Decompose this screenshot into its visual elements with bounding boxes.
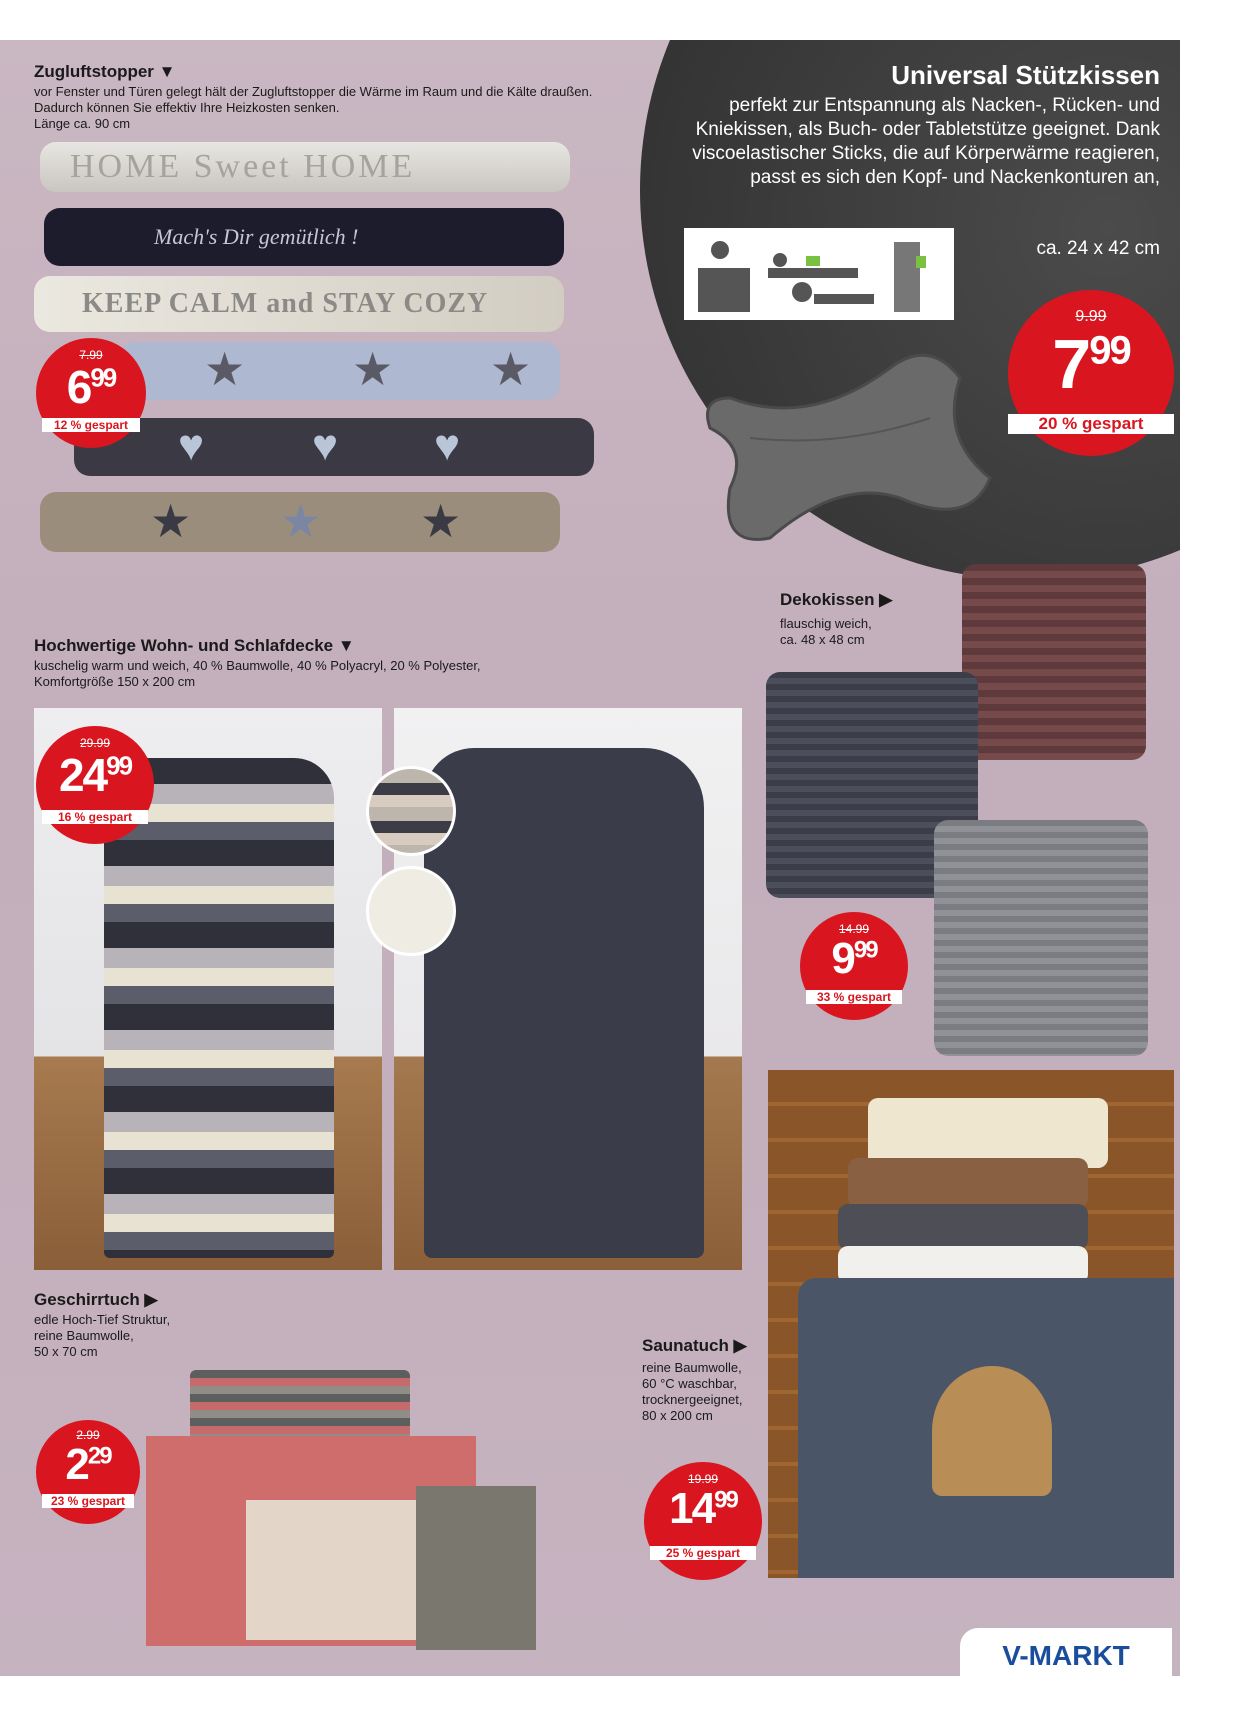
sauna-old-price: 19.99: [687, 1472, 719, 1486]
deko-price-cents: 99: [853, 936, 877, 964]
blanket-detail-stripes: [366, 766, 456, 856]
decke-price-cents: 99: [106, 750, 132, 781]
decke-old-price: 29.99: [79, 736, 111, 750]
sauna-price: [644, 1484, 762, 1534]
draught-stopper-stars-blue: [120, 342, 560, 400]
star-icon: ★: [204, 343, 246, 395]
sauna-bucket: [932, 1366, 1052, 1496]
decke-price: [36, 748, 154, 802]
geschirr-old-price: 2.99: [76, 1428, 100, 1442]
stuetz-price-badge: [1008, 290, 1174, 456]
deko-price: [800, 934, 908, 984]
decke-size: Komfortgröße 150 x 200 cm: [34, 674, 196, 689]
stuetz-price: [1008, 324, 1174, 404]
zugluft-title: Zugluftstopper ▼: [34, 62, 176, 81]
stuetz-saved: 20 % gespart: [1008, 414, 1174, 434]
sauna-desc3: trocknergeeignet,: [642, 1392, 743, 1407]
sauna-price-euros: 14: [669, 1484, 715, 1533]
star-icon: ★: [420, 495, 462, 547]
deko-old-price: 14.99: [838, 922, 870, 936]
zugluft-price-cents: 99: [90, 362, 116, 393]
v-markt-logo: V-MARKT: [960, 1628, 1172, 1684]
sauna-price-cents: 99: [714, 1486, 737, 1514]
cushion-grey: [934, 820, 1148, 1056]
geschirr-desc1: edle Hoch-Tief Struktur,: [34, 1312, 171, 1327]
deko-title: Dekokissen ▶: [780, 590, 893, 609]
decke-desc: kuschelig warm und weich, 40 % Baumwolle, 40 % Polyacryl, 20 % Polyester,: [34, 658, 481, 673]
draught-stopper-gemuetlich: [44, 208, 564, 266]
geschirr-saved: 23 % gespart: [42, 1494, 134, 1508]
striped-blanket: [104, 758, 334, 1258]
stuetz-price-cents: 99: [1089, 328, 1130, 373]
blanket-detail-fleece: [366, 866, 456, 956]
decke-price-badge: [36, 726, 154, 844]
cushion-brown: [962, 564, 1146, 760]
dark-blanket: [424, 748, 704, 1258]
zugluft-saved: 12 % gespart: [42, 418, 140, 432]
geschirr-price-cents: 29: [87, 1442, 111, 1470]
towel-brown: [848, 1158, 1088, 1208]
draught-stopper-home-print: HOME Sweet HOME: [70, 148, 416, 185]
geschirr-title: Geschirrtuch ▶: [34, 1290, 158, 1309]
draught-stopper-stars-beige: [40, 492, 560, 552]
usage-pictogram-icon: [684, 228, 954, 320]
towel-darkgrey: [838, 1204, 1088, 1250]
deko-size: ca. 48 x 48 cm: [780, 632, 865, 647]
heart-icon: ♥: [178, 421, 205, 470]
sauna-desc1: reine Baumwolle,: [642, 1360, 742, 1375]
draught-stopper-cozy: [34, 276, 564, 332]
sauna-title: Saunatuch ▶: [642, 1336, 747, 1355]
sauna-price-badge: [644, 1462, 762, 1580]
geschirr-price: [36, 1440, 140, 1490]
deko-price-badge: [800, 912, 908, 1020]
zugluft-desc: vor Fenster und Türen gelegt hält der Zugluftstopper die Wärme im Raum und die Kälte draußen. Dadurch können Sie effektiv Ihre Heizkosten senken.: [34, 84, 593, 115]
stuetz-price-euros: 7: [1052, 325, 1090, 403]
geschirr-price-badge: [36, 1420, 140, 1524]
deko-desc: flauschig weich,: [780, 616, 872, 631]
star-icon: ★: [280, 495, 322, 547]
flyer-page: [0, 40, 1180, 1676]
geschirr-size: 50 x 70 cm: [34, 1344, 98, 1359]
star-icon: ★: [490, 343, 532, 395]
stuetz-desc: perfekt zur Entspannung als Nacken-, Rücken- und Kniekissen, als Buch- oder Tabletstütze geeignet. Dank viscoelastischer Sticks, die auf Körperwärme reagieren, passt es sich den Kopf- und Nackenkonturen an,: [692, 95, 1160, 188]
zugluft-price-euros: 6: [66, 361, 91, 413]
sauna-size: 80 x 200 cm: [642, 1408, 713, 1423]
sauna-saved: 25 % gespart: [650, 1546, 756, 1560]
draught-stopper-home: [40, 142, 570, 192]
draught-stopper-gemuetlich-print: Mach's Dir gemütlich !: [154, 224, 359, 249]
decke-saved: 16 % gespart: [42, 810, 148, 824]
deko-price-euros: 9: [831, 934, 854, 983]
draught-stopper-hearts: [74, 418, 594, 476]
sauna-desc2: 60 °C waschbar,: [642, 1376, 737, 1391]
stuetz-usage-panel: [684, 228, 954, 320]
zugluft-size: Länge ca. 90 cm: [34, 116, 131, 131]
zugluft-old-price: 7.99: [79, 348, 103, 362]
decke-title: Hochwertige Wohn- und Schlafdecke ▼: [34, 636, 355, 655]
stuetz-size: ca. 24 x 42 cm: [1036, 238, 1160, 259]
star-icon: ★: [352, 343, 394, 395]
zugluft-price: [36, 360, 146, 414]
deko-saved: 33 % gespart: [806, 990, 902, 1004]
heart-icon: ♥: [312, 421, 339, 470]
star-icon: ★: [150, 495, 192, 547]
draught-stopper-cozy-print: KEEP CALM and STAY COZY: [82, 288, 489, 319]
stuetz-old-price: 9.99: [1075, 308, 1107, 325]
zugluft-price-badge: [36, 338, 146, 448]
geschirr-price-euros: 2: [65, 1440, 88, 1489]
sauna-towel-photo: [768, 1070, 1174, 1578]
neck-pillow-image: [690, 338, 1020, 548]
geschirr-desc2: reine Baumwolle,: [34, 1328, 134, 1343]
decke-price-euros: 24: [58, 749, 107, 801]
tea-towel-grey: [416, 1486, 536, 1650]
heart-icon: ♥: [434, 421, 461, 470]
stuetz-title: Universal Stützkissen: [891, 60, 1160, 90]
